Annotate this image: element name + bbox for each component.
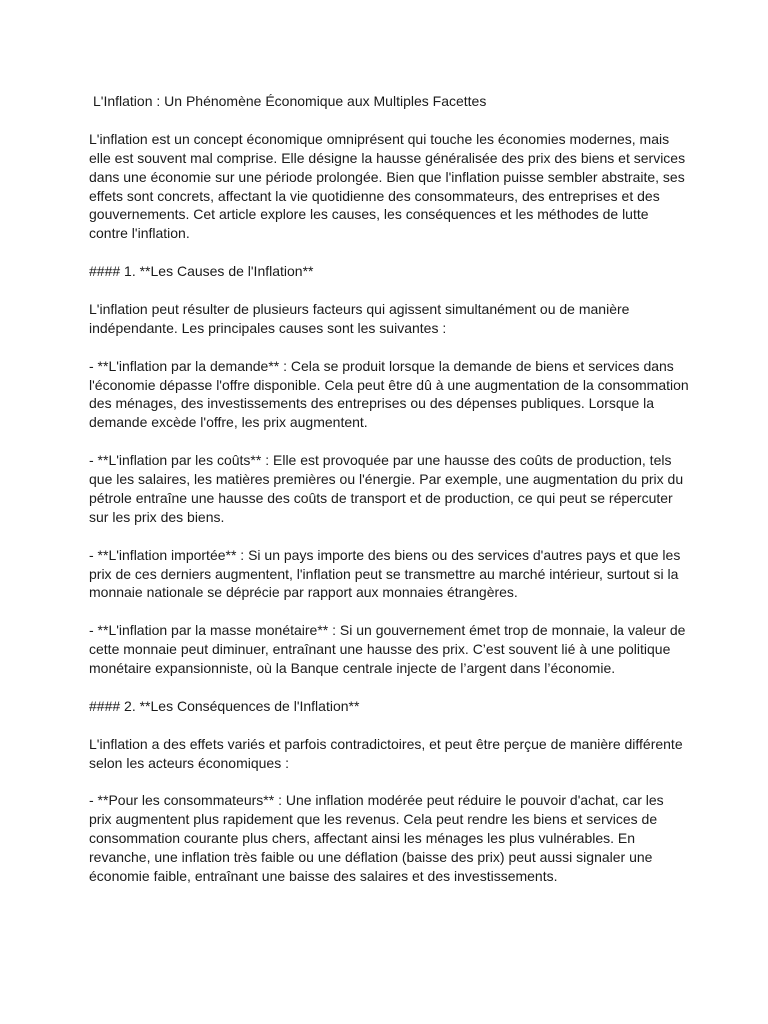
list-item-monetary-inflation: - **L'inflation par la masse monétaire** : Si un gouvernement émet trop de monnaie, la valeur de cette monnaie peut diminuer, entraînant une hausse des prix. C’est souvent lié à une politique monétaire expansionniste, où la Banque centrale injecte de l’argent dans l’économie. [89,622,686,677]
causes-intro-paragraph: L'inflation peut résulter de plusieurs facteurs qui agissent simultanément ou de manière indépendante. Les principales causes sont les suivantes : [89,300,630,336]
document-body [89,92,689,905]
list-item-cost-inflation: - **L'inflation par les coûts** : Elle est provoquée par une hausse des coûts de production, tels que les salaires, les matières premières ou l'énergie. Par exemple, une augmentation du prix du pétrole entraîne une hausse des coûts de transport et de production, ce qui peut se répercuter sur les prix des biens. [89,452,684,525]
list-item-consumers: - **Pour les consommateurs** : Une inflation modérée peut réduire le pouvoir d'achat, car les prix augmentent plus rapidement que les revenus. Cela peut rendre les biens et services de consommation courante plus chers, affectant ainsi les ménages les plus vulnérables. En revanche, une inflation très faible ou une déflation (baisse des prix) peut aussi signaler une économie faible, entraînant une baisse des salaires et des investissements. [89,792,664,884]
section-heading-causes: #### 1. **Les Causes de l'Inflation** [89,263,314,280]
intro-paragraph: L'inflation est un concept économique omniprésent qui touche les économies modernes, mais elle est souvent mal comprise. Elle désigne la hausse généralisée des prix des biens et services dans une économie sur une période prolongée. Bien que l'inflation puisse sembler abstraite, ses effets sont concrets, affectant la vie quotidienne des consommateurs, des entreprises et des gouvernements. Cet article explore les causes, les conséquences et les méthodes de lutte contre l'inflation. [89,130,686,242]
consequences-intro-paragraph: L'inflation a des effets variés et parfois contradictoires, et peut être perçue de manière différente selon les acteurs économiques : [89,735,683,771]
list-item-imported-inflation: - **L'inflation importée** : Si un pays importe des biens ou des services d'autres pays et que les prix de ces derniers augmentent, l'inflation peut se transmettre au marché intérieur, surtout si la monnaie nationale se déprécie par rapport aux monnaies étrangères. [89,546,681,601]
list-item-demand-inflation: - **L'inflation par la demande** : Cela se produit lorsque la demande de biens et services dans l'économie dépasse l'offre disponible. Cela peut être dû à une augmentation de la consommation des ménages, des investissements des entreprises ou des dépenses publiques. Lorsque la demande excède l'offre, les prix augmentent. [89,357,689,431]
section-heading-consequences: #### 2. **Les Conséquences de l'Inflation** [89,697,360,714]
document-title: L'Inflation : Un Phénomène Économique aux Multiples Facettes [93,93,487,109]
